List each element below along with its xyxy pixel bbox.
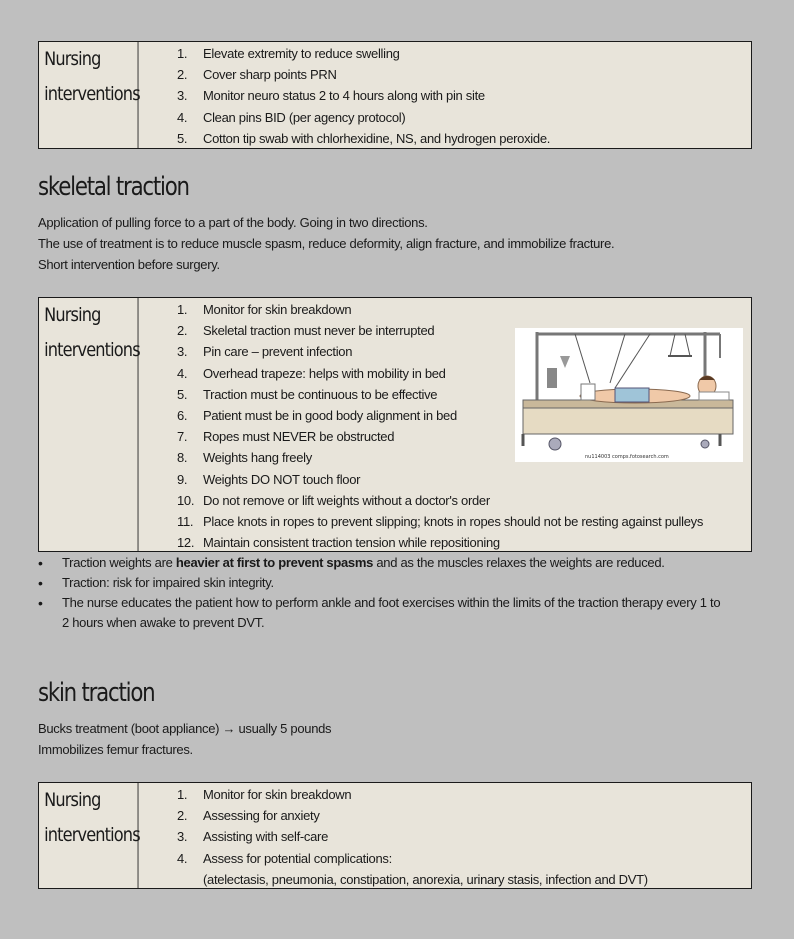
item-number: 2. — [177, 323, 188, 339]
list-item — [149, 43, 751, 64]
list-item — [149, 107, 751, 128]
bullet-item — [38, 553, 752, 573]
item-number: 3. — [177, 88, 188, 104]
bullet-text: and as the muscles relaxes the weights are reduced. — [373, 555, 665, 570]
bullet-bold-text: heavier at first to prevent spasms — [175, 555, 374, 570]
item-number: 12. — [177, 535, 195, 551]
illustration-caption: nu114003 comps.fotosearch.com — [585, 454, 669, 460]
list-item — [149, 511, 751, 532]
label-line: interventions — [44, 824, 140, 846]
item-text: Assess for potential complications: — [203, 850, 392, 866]
item-number: 7. — [177, 429, 188, 445]
item-number: 3. — [177, 344, 188, 360]
item-text: Skeletal traction must never be interrupted — [203, 323, 435, 339]
item-text: Weights DO NOT touch floor — [203, 471, 361, 487]
list-item — [149, 490, 751, 511]
item-number: 4. — [177, 109, 188, 125]
intervention-list — [149, 783, 751, 890]
skeletal-traction-illustration — [515, 328, 743, 462]
label-line: interventions — [44, 339, 140, 361]
skin-line: Bucks treatment (boot appliance) → usually 5 pounds — [38, 721, 332, 736]
list-item — [149, 299, 751, 320]
table-label — [39, 42, 138, 148]
item-text: Assisting with self-care — [203, 829, 329, 845]
item-text: Place knots in ropes to prevent slipping; knots in ropes should not be resting against pulleys — [203, 513, 704, 529]
list-item — [149, 64, 751, 85]
label-line: Nursing — [44, 789, 101, 811]
list-item — [149, 805, 751, 826]
traction-notes-list — [38, 553, 752, 633]
item-number: 10. — [177, 492, 195, 508]
item-number: 2. — [177, 67, 188, 83]
item-number: 3. — [177, 829, 188, 845]
list-item — [149, 532, 751, 553]
bullet-item — [38, 593, 752, 633]
item-number: 4. — [177, 365, 188, 381]
bullet-item — [38, 573, 752, 593]
item-number: 1. — [177, 302, 188, 317]
item-text: Clean pins BID (per agency protocol) — [203, 109, 406, 125]
label-line: interventions — [44, 83, 140, 105]
intervention-list — [149, 42, 751, 149]
item-text: Monitor for skin breakdown — [203, 302, 352, 317]
item-text: Overhead trapeze: helps with mobility in bed — [203, 365, 446, 381]
item-number: 5. — [177, 130, 188, 146]
bullet-text: Traction: risk for impaired skin integrity. — [62, 575, 274, 590]
item-text: Ropes must NEVER be obstructed — [203, 429, 395, 445]
item-text: Cotton tip swab with chlorhexidine, NS, and hydrogen peroxide. — [203, 130, 551, 146]
skin-line: Immobilizes femur fractures. — [38, 742, 193, 757]
item-number: 8. — [177, 450, 188, 466]
item-number: 4. — [177, 850, 188, 866]
item-number: 5. — [177, 386, 188, 402]
item-text: Maintain consistent traction tension while repositioning — [203, 535, 500, 551]
item-text: Weights hang freely — [203, 450, 312, 466]
list-item — [149, 784, 751, 805]
item-text: Elevate extremity to reduce swelling — [203, 46, 400, 61]
item-text: Cover sharp points PRN — [203, 67, 337, 83]
item-number: 11. — [177, 513, 194, 529]
skeletal-line: Application of pulling force to a part of the body. Going in two directions. — [38, 215, 428, 230]
item-number: 2. — [177, 808, 188, 824]
item-text: Assessing for anxiety — [203, 808, 320, 824]
bullet-text: The nurse educates the patient how to perform ankle and foot exercises within the limits of the traction therapy every 1 to 2 hours when awake to prevent DVT. — [62, 595, 721, 630]
item-number: 1. — [177, 787, 188, 802]
item-text: Traction must be continuous to be effective — [203, 386, 438, 402]
heading-skeletal-traction: skeletal traction — [38, 172, 189, 202]
list-item-continuation — [149, 869, 751, 890]
list-item — [149, 848, 751, 869]
item-text: Monitor neuro status 2 to 4 hours along with pin site — [203, 88, 485, 104]
skeletal-line: The use of treatment is to reduce muscle spasm, reduce deformity, align fracture, and immobilize fracture. — [38, 236, 615, 251]
label-line: Nursing — [44, 48, 101, 70]
item-text: Do not remove or lift weights without a doctor's order — [203, 492, 490, 508]
item-number: 6. — [177, 407, 188, 423]
list-item — [149, 85, 751, 106]
list-item — [149, 826, 751, 847]
nursing-interventions-table-pin-care — [38, 41, 752, 149]
table-label — [39, 298, 138, 551]
label-line: Nursing — [44, 304, 101, 326]
list-item — [149, 128, 751, 149]
bullet-text: Traction weights are — [62, 555, 176, 570]
heading-skin-traction: skin traction — [38, 678, 155, 708]
item-number: 9. — [177, 471, 188, 487]
item-text: Monitor for skin breakdown — [203, 787, 352, 802]
item-number: 1. — [177, 46, 188, 61]
item-text: Patient must be in good body alignment in bed — [203, 407, 457, 423]
traction-bed-drawing — [515, 328, 743, 462]
list-item — [149, 469, 751, 490]
item-text: (atelectasis, pneumonia, constipation, anorexia, urinary stasis, infection and DVT) — [203, 871, 648, 887]
nursing-interventions-table-skin — [38, 782, 752, 889]
skeletal-line: Short intervention before surgery. — [38, 257, 220, 272]
item-text: Pin care – prevent infection — [203, 344, 353, 360]
table-label — [39, 783, 138, 888]
